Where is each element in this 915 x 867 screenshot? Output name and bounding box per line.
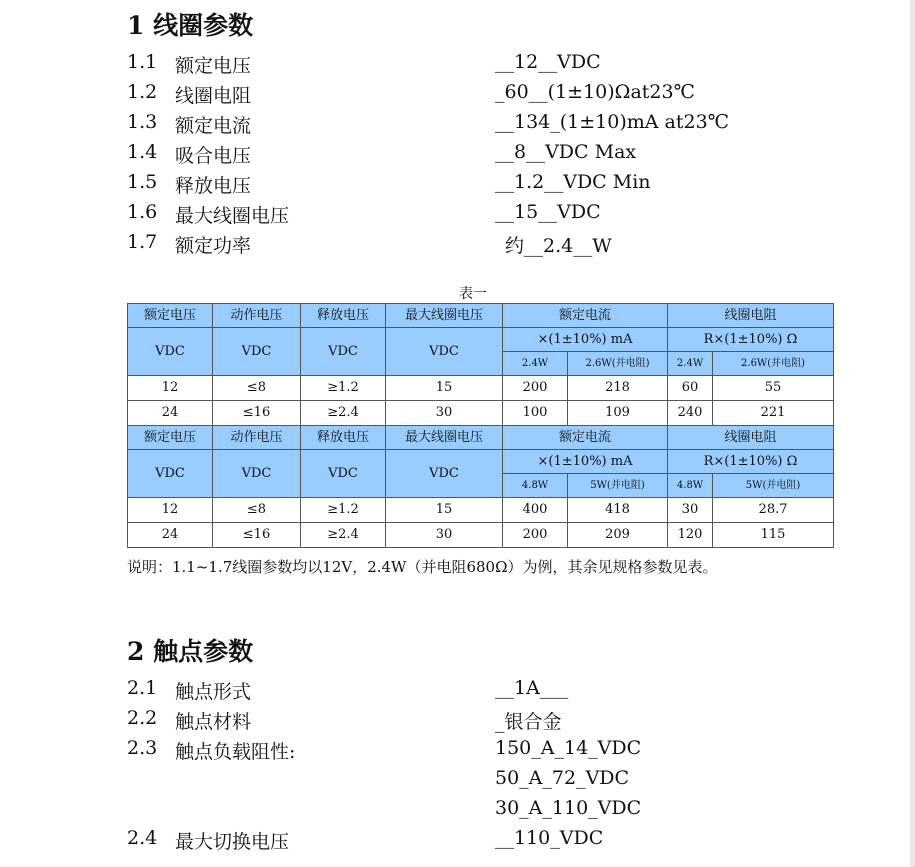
unit-cell: VDC bbox=[128, 450, 213, 498]
param-value: __1A___ bbox=[495, 677, 569, 699]
table-cell: 120 bbox=[668, 523, 713, 548]
header-cell: 额定电压 bbox=[128, 426, 213, 450]
table-cell: 109 bbox=[568, 401, 668, 426]
param-value: _银合金 bbox=[495, 711, 562, 733]
table-cell: 418 bbox=[568, 498, 668, 523]
param-no: 1.4 bbox=[127, 141, 158, 163]
spec-table bbox=[127, 303, 834, 548]
table-cell: 115 bbox=[713, 523, 834, 548]
sub-cell: 4.8W bbox=[503, 474, 568, 498]
table-row bbox=[128, 376, 834, 401]
header-cell: 释放电压 bbox=[301, 304, 386, 328]
header-cell: 动作电压 bbox=[213, 304, 301, 328]
param-value: __134_(1±10)mA at23℃ bbox=[495, 111, 729, 133]
param-name: 触点材料 bbox=[175, 711, 252, 733]
table-header-row bbox=[128, 304, 834, 328]
param-name: 触点负载阻性: bbox=[175, 741, 296, 763]
scrollbar[interactable] bbox=[910, 0, 915, 867]
table-row bbox=[128, 401, 834, 426]
table-row bbox=[128, 523, 834, 548]
param-no: 2.4 bbox=[127, 827, 158, 849]
param-name: 触点形式 bbox=[175, 681, 252, 703]
param-name: 释放电压 bbox=[175, 175, 252, 197]
sub-cell: 2.6W(并电阻) bbox=[568, 352, 668, 376]
table-cell: 200 bbox=[503, 523, 568, 548]
param-value: 约__2.4__W bbox=[505, 235, 612, 257]
param-name: 线圈电阻 bbox=[175, 85, 252, 107]
param-name: 最大线圈电压 bbox=[175, 205, 290, 227]
table-cell: ≤8 bbox=[213, 498, 301, 523]
param-name: 额定电流 bbox=[175, 115, 252, 137]
header-cell: 动作电压 bbox=[213, 426, 301, 450]
unit-cell: R×(1±10%) Ω bbox=[668, 450, 834, 474]
table-cell: 15 bbox=[386, 498, 503, 523]
table-cell: 400 bbox=[503, 498, 568, 523]
header-cell: 线圈电阻 bbox=[668, 426, 834, 450]
unit-cell: ×(1±10%) mA bbox=[503, 328, 668, 352]
param-no: 2.2 bbox=[127, 707, 158, 729]
param-no: 1.5 bbox=[127, 171, 158, 193]
param-name: 吸合电压 bbox=[175, 145, 252, 167]
table-cell: 100 bbox=[503, 401, 568, 426]
table-cell: ≥2.4 bbox=[301, 401, 386, 426]
header-cell: 额定电压 bbox=[128, 304, 213, 328]
table-cell: 60 bbox=[668, 376, 713, 401]
table-cell: 221 bbox=[713, 401, 834, 426]
section2-title: 2 触点参数 bbox=[127, 637, 254, 666]
param-value: __1.2__VDC Min bbox=[495, 171, 651, 193]
param-value: 150_A_14_VDC bbox=[495, 737, 642, 759]
unit-cell: VDC bbox=[386, 328, 503, 376]
table-cell: 30 bbox=[386, 401, 503, 426]
param-no: 2.3 bbox=[127, 737, 158, 759]
table-cell: 55 bbox=[713, 376, 834, 401]
table-cell: ≥1.2 bbox=[301, 498, 386, 523]
unit-cell: VDC bbox=[301, 328, 386, 376]
header-cell: 额定电流 bbox=[503, 426, 668, 450]
param-no: 1.7 bbox=[127, 231, 158, 253]
header-cell: 线圈电阻 bbox=[668, 304, 834, 328]
table-cell: 24 bbox=[128, 401, 213, 426]
param-value: _60__(1±10)Ωat23℃ bbox=[495, 81, 695, 103]
param-no: 1.3 bbox=[127, 111, 158, 133]
unit-cell: VDC bbox=[386, 450, 503, 498]
table-cell: ≤16 bbox=[213, 523, 301, 548]
unit-cell: ×(1±10%) mA bbox=[503, 450, 668, 474]
section1-title: 1 线圈参数 bbox=[127, 11, 254, 40]
table-cell: 12 bbox=[128, 376, 213, 401]
table-note: 说明：1.1~1.7线圈参数均以12V，2.4W（并电阻680Ω）为例，其余见规格参数见表。 bbox=[127, 558, 718, 576]
param-name: 最大切换电压 bbox=[175, 831, 290, 853]
table-cell: ≥1.2 bbox=[301, 376, 386, 401]
param-value: __15__VDC bbox=[495, 201, 601, 223]
table-cell: ≥2.4 bbox=[301, 523, 386, 548]
param-value: __8__VDC Max bbox=[495, 141, 637, 163]
sub-cell: 4.8W bbox=[668, 474, 713, 498]
table-unit-row bbox=[128, 450, 834, 474]
table-cell: 30 bbox=[668, 498, 713, 523]
unit-cell: R×(1±10%) Ω bbox=[668, 328, 834, 352]
param-value: __12__VDC bbox=[495, 51, 601, 73]
param-no: 1.6 bbox=[127, 201, 158, 223]
param-no: 1.2 bbox=[127, 81, 158, 103]
table-row bbox=[128, 498, 834, 523]
param-value: 30_A_110_VDC bbox=[495, 797, 642, 819]
sub-cell: 5W(并电阻) bbox=[713, 474, 834, 498]
param-value: 50_A_72_VDC bbox=[495, 767, 630, 789]
header-cell: 最大线圈电压 bbox=[386, 304, 503, 328]
sub-cell: 2.4W bbox=[503, 352, 568, 376]
param-value: __110_VDC bbox=[495, 827, 604, 849]
param-name: 额定电压 bbox=[175, 55, 252, 77]
header-cell: 最大线圈电压 bbox=[386, 426, 503, 450]
table-cell: 240 bbox=[668, 401, 713, 426]
table-header-row bbox=[128, 426, 834, 450]
param-no: 1.1 bbox=[127, 51, 158, 73]
sub-cell: 2.4W bbox=[668, 352, 713, 376]
table-cell: ≤16 bbox=[213, 401, 301, 426]
table-cell: 218 bbox=[568, 376, 668, 401]
table-caption: 表一 bbox=[459, 286, 487, 302]
table-cell: 24 bbox=[128, 523, 213, 548]
header-cell: 额定电流 bbox=[503, 304, 668, 328]
table-unit-row bbox=[128, 328, 834, 352]
unit-cell: VDC bbox=[301, 450, 386, 498]
header-cell: 释放电压 bbox=[301, 426, 386, 450]
table-cell: 30 bbox=[386, 523, 503, 548]
unit-cell: VDC bbox=[213, 450, 301, 498]
table-cell: 200 bbox=[503, 376, 568, 401]
table-cell: 12 bbox=[128, 498, 213, 523]
param-name: 额定功率 bbox=[175, 235, 252, 257]
unit-cell: VDC bbox=[213, 328, 301, 376]
table-cell: 28.7 bbox=[713, 498, 834, 523]
table-cell: 15 bbox=[386, 376, 503, 401]
table-cell: ≤8 bbox=[213, 376, 301, 401]
unit-cell: VDC bbox=[128, 328, 213, 376]
sub-cell: 2.6W(并电阻) bbox=[713, 352, 834, 376]
table-cell: 209 bbox=[568, 523, 668, 548]
sub-cell: 5W(并电阻) bbox=[568, 474, 668, 498]
param-no: 2.1 bbox=[127, 677, 158, 699]
